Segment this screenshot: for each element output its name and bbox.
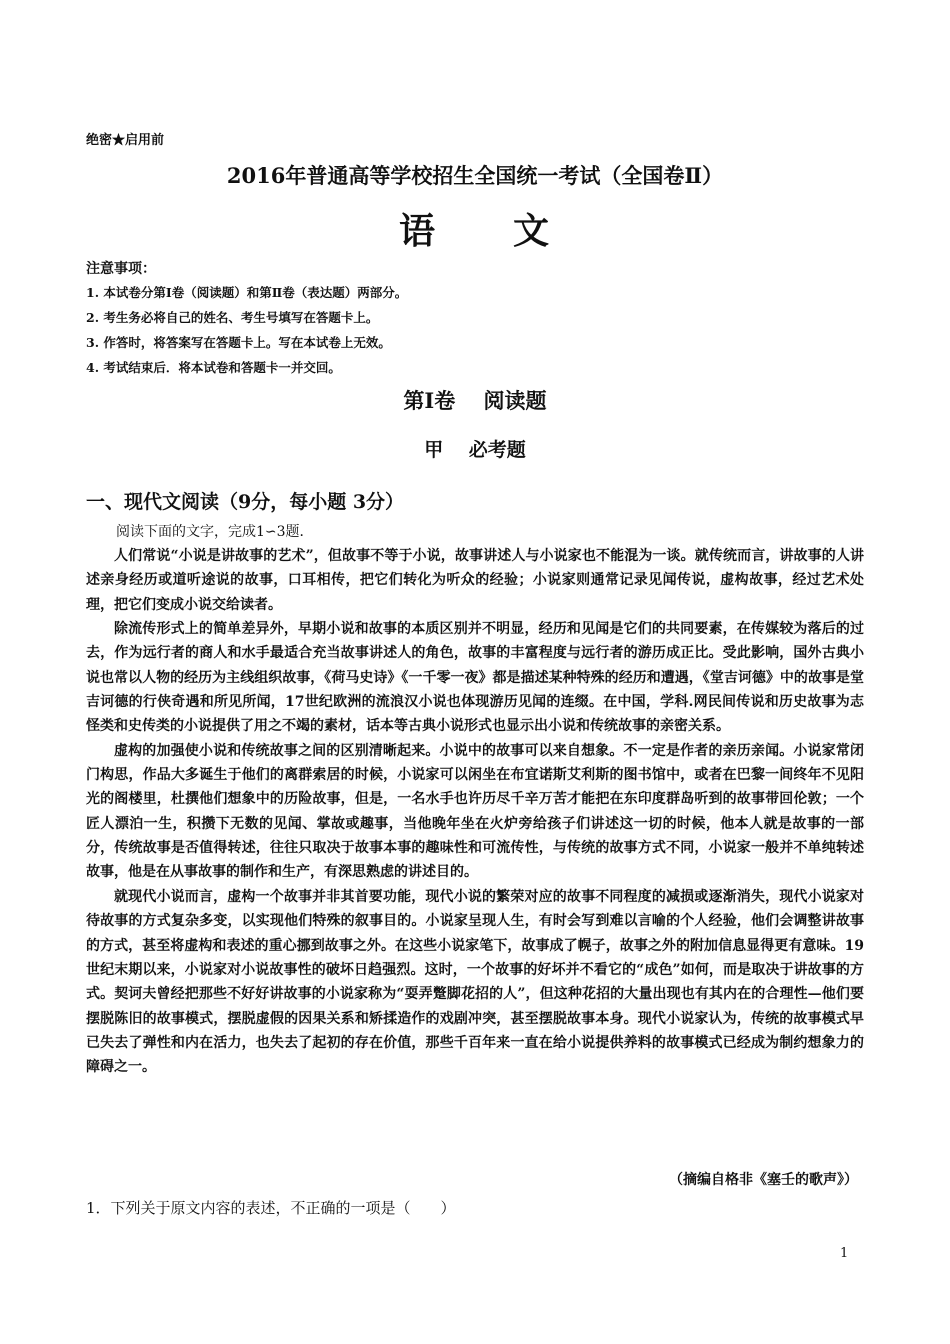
notice-list [86,280,407,380]
exam-title: 2016年普通高等学校招生全国统一考试（全国卷Ⅱ） [226,163,724,188]
secret-label: 绝密★启用前 [86,133,165,148]
reading-instruction: 阅读下面的文字，完成1∽3题． [116,524,314,540]
question-1: 1．下列关于原文内容的表述，不正确的一项是（ ） [86,1199,456,1217]
part-title: 第Ⅰ卷 阅读题 [403,388,547,413]
passage-paragraph: 虚构的加强使小说和传统故事之间的区别清晰起来。小说中的故事可以来自想象。不一定是作者的亲历亲闻。小说家常闭门构思，作品大多诞生于他们的离群索居的时候，小说家可以闲坐在布宜诺斯艾利斯的图书馆中，或者在巴黎一间终年不见阳光的阁楼里，杜撰他们想象中的历险故事，但是，一名水手也许历尽千辛万苦才能把在东印度群岛听到的故事带回伦敦；一个匠人漂泊一生，积攒下无数的见闻、掌故或趣事，当他晚年坐在火炉旁给孩子们讲述这一切的时候，他本人就是故事的一部分，传统故事是否值得转述，往往只取决于故事本事的趣味性和可流传性，与传统的故事方式不同，小说家一般并不单纯转述故事，他是在从事故事的制作和生产，有深思熟虑的讲述目的。 [86,742,864,881]
notice-item: 4. 考试结束后．将本试卷和答题卡一并交回。 [86,360,341,375]
notice-item: 1. 本试卷分第Ⅰ卷（阅读题）和第Ⅱ卷（表达题）两部分。 [86,285,408,300]
notice-item: 3. 作答时，将答案写在答题卡上。写在本试卷上无效。 [86,335,391,350]
passage-paragraph: 就现代小说而言，虚构一个故事并非其首要功能，现代小说的繁荣对应的故事不同程度的减损或逐渐消失，现代小说家对待故事的方式复杂多变，以实现他们特殊的叙事目的。小说家呈现人生，有时会写到难以言喻的个人经验，他们会调整讲故事的方式，甚至将虚构和表述的重心挪到故事之外。在这些小说家笔下，故事成了幌子，故事之外的附加信息显得更有意味。19世纪末期以来，小说家对小说故事性的破坏日趋强烈。这时，一个故事的好坏并不看它的“成色”如何，而是取决于讲故事的方式。契诃夫曾经把那些不好好讲故事的小说家称为“耍弄蹩脚花招的人”，但这种花招的大量出现也有其内在的合理性—他们要摆脱陈旧的故事模式，摆脱虚假的因果关系和矫揉造作的戏剧冲突，甚至摆脱故事本身。现代小说家认为，传统的故事模式早已失去了弹性和内在活力，也失去了起初的存在价值，那些千百年来一直在给小说提供养料的故事模式已经成为制约想象力的障碍之一。 [86,888,864,1076]
question-group-heading: 一、现代文阅读（9分，每小题 3分） [86,491,405,513]
notice-heading: 注意事项： [86,261,156,277]
passage-paragraph: 除流传形式上的简单差异外，早期小说和故事的本质区别并不明显，经历和见闻是它们的共同要素，在传媒较为落后的过去，作为远行者的商人和水手最适合充当故事讲述人的角色，故事的丰富程度与远行者的游历成正比。受此影响，国外古典小说也常以人物的经历为主线组织故事，《荷马史诗》《一千零一夜》都是描述某种特殊的经历和遭遇，《堂吉诃德》中的故事是堂吉诃德的行侠奇遇和所见所闻，17世纪欧洲的流浪汉小说也体现游历见闻的连缀。在中国，学科.网民间传说和历史故事为志怪类和史传类的小说提供了用之不竭的素材，话本等古典小说形式也显示出小说和传统故事的亲密关系。 [86,621,864,735]
section-title: 甲 必考题 [424,439,526,461]
subject-title: 语 文 [398,210,551,252]
passage-paragraph: 人们常说“小说是讲故事的艺术”，但故事不等于小说，故事讲述人与小说家也不能混为一谈。就传统而言，讲故事的人讲述亲身经历或道听途说的故事，口耳相传，把它们转化为听众的经验；小说家则通常记录见闻传说，虚构故事，经过艺术处理，把它们变成小说交给读者。 [86,548,864,613]
passage-attribution: （摘编自格非《塞壬的歌声》） [669,1172,858,1188]
reading-passage [86,544,864,1080]
notice-item: 2. 考生务必将自己的姓名、考生号填写在答题卡上。 [86,310,379,325]
page-number: 1 [840,1246,849,1261]
